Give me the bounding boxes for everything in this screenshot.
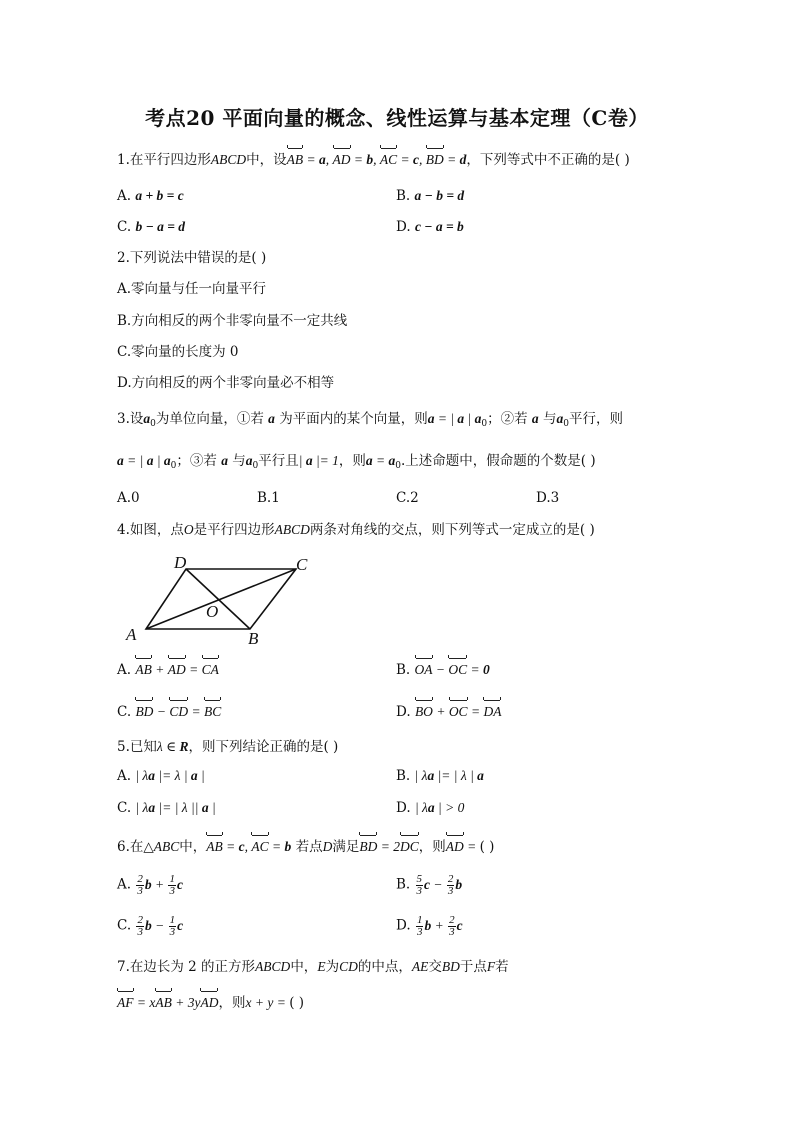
q6-stem: 6.在△ABC中，AB = c, AC = b 若点D满足BD = 2DC，则AD = ( )	[117, 839, 495, 855]
q2-option-b[interactable]: B.方向相反的两个非零向量不一定共线	[117, 313, 348, 329]
q1-option-a[interactable]: A. a + b = c	[117, 188, 184, 204]
q6-option-d[interactable]: D. $\frac{1}{3}$ b + $\frac{2}{3}$ c	[396, 914, 463, 938]
q2-option-d[interactable]: D.方向相反的两个非零向量必不相等	[117, 375, 335, 391]
q5-option-a[interactable]: A. | λa |= λ | a |	[117, 768, 205, 784]
q4-stem: 4.如图，点O是平行四边形ABCD两条对角线的交点，则下列等式一定成立的是( )	[117, 522, 595, 538]
q3-line2: a = | a | $a_0$；③若 a 与$a_0$平行且| a |= 1，则$a = a_0$.上述命题中，假命题的个数是( )	[117, 453, 596, 471]
q1-stem-text: ，下列等式中不正确的是( )	[466, 152, 630, 168]
q1-option-c[interactable]: C. b − a = d	[117, 219, 186, 235]
q1-option-d[interactable]: D. c − a = b	[396, 219, 464, 235]
parallelogram-figure	[120, 552, 330, 647]
q1-shape: ABCD	[210, 152, 247, 167]
q7-line1: 7.在边长为 2 的正方形ABCD中，E为CD的中点，AE交BD于点F若	[117, 959, 509, 975]
q3-line1: 3.设$a_0$为单位向量，①若 a 为平面内的某个向量，则a = | a | $a_0$；②若 a 与$a_0$平行，则	[117, 411, 623, 429]
q3-option-b[interactable]: B.1	[257, 490, 280, 506]
q6-option-a[interactable]: A. $\frac{2}{3}$ b + $\frac{1}{3}$ c	[117, 873, 183, 897]
q1-option-b[interactable]: B. a − b = d	[396, 188, 465, 204]
q5-option-b[interactable]: B. | λa |= | λ | a	[396, 768, 484, 784]
q2-stem: 2.下列说法中错误的是( )	[117, 250, 267, 266]
q4-option-c[interactable]: C. BD − CD = BC	[117, 704, 222, 720]
q7-line2: AF = xAB + 3yAD，则x + y = ( )	[117, 995, 305, 1011]
q1-stem-text: 中，设	[246, 152, 287, 168]
q3-option-d[interactable]: D.3	[536, 490, 560, 506]
vertex-label-c: C	[296, 555, 308, 574]
center-label-o: O	[206, 602, 219, 621]
q2-option-a[interactable]: A.零向量与任一向量平行	[117, 281, 267, 297]
q2-option-c[interactable]: C.零向量的长度为 0	[117, 344, 239, 360]
q5-option-c[interactable]: C. | λa |= | λ || a |	[117, 800, 216, 816]
vertex-label-d: D	[174, 553, 187, 572]
q4-option-a[interactable]: A. AB + AD = CA	[117, 662, 219, 678]
q6-option-c[interactable]: C. $\frac{2}{3}$ b − $\frac{1}{3}$ c	[117, 914, 184, 938]
vertex-label-b: B	[248, 629, 259, 647]
q5-stem: 5.已知λ ∈ R，则下列结论正确的是( )	[117, 739, 339, 755]
page-title: 考点20 平面向量的概念、线性运算与基本定理（C卷）	[145, 106, 649, 130]
q1-stem: 1.在平行四边形ABCD中，设AB = a, AD = b, AC = c, BD = d，下列等式中不正确的是( )	[117, 152, 630, 168]
q1-stem-text: 1.在平行四边形	[117, 152, 211, 168]
q4-option-b[interactable]: B. OA − OC = 0	[396, 662, 490, 678]
vertex-label-a: A	[126, 625, 137, 644]
q3-option-c[interactable]: C.2	[396, 490, 419, 506]
q5-option-d[interactable]: D. | λa | > 0	[396, 800, 465, 816]
q4-option-d[interactable]: D. BO + OC = DA	[396, 704, 502, 720]
q6-option-b[interactable]: B. $\frac{5}{3}$ c − $\frac{2}{3}$ b	[396, 873, 463, 897]
q3-option-a[interactable]: A.0	[117, 490, 140, 506]
